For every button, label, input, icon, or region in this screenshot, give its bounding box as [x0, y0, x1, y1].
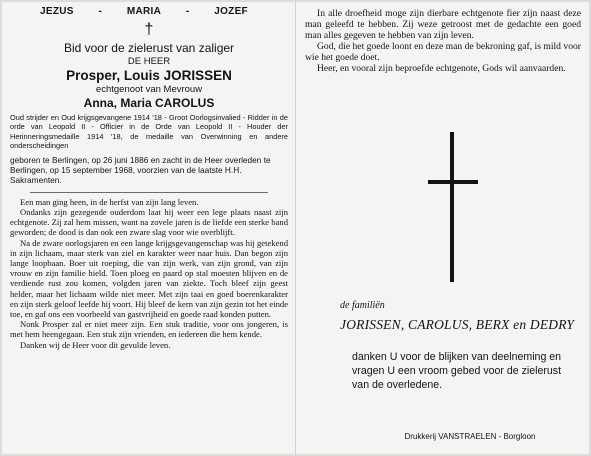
honors-text: Oud strijder en Oud krijgsgevangene 1914 '18 - Groot Oorlogsinvalied - Ridder in de orde van Leopold II - Officier in de Orde van Leopold II - Houder der Herinneringsmedaille 1914 '18, de medaille van Overwinning en andere onderscheidingen — [10, 113, 288, 151]
large-cross-icon — [428, 132, 478, 282]
right-panel — [305, 8, 581, 74]
header-jezus: JEZUS — [40, 6, 74, 17]
header-jozef: JOZEF — [214, 6, 248, 17]
memorial-text — [10, 197, 288, 350]
spouse-name: Anna, Maria CAROLUS — [83, 96, 215, 110]
right-memorial-text — [305, 8, 581, 74]
cross-vertical-beam — [450, 132, 454, 282]
prayer-request: Bid voor de zielerust van zaliger — [63, 41, 235, 55]
small-cross-icon: † — [144, 21, 154, 38]
families-intro: de familiën — [340, 300, 385, 311]
divider — [30, 192, 268, 193]
left-panel — [10, 6, 288, 350]
deceased-name: Prosper, Louis JORISSEN — [66, 68, 232, 83]
header-dash-1: - — [98, 6, 103, 17]
families-block — [340, 300, 580, 333]
right-paragraph: God, die het goede loont en deze man de bekroning gaf, is mild voor wie het goede doet. — [305, 41, 581, 63]
header-jezus-maria-jozef — [40, 6, 248, 17]
title-de-heer: DE HEER — [127, 56, 171, 67]
card-fold-line — [295, 2, 296, 454]
header-maria: MARIA — [126, 6, 162, 17]
right-paragraph: Heer, en vooral zijn beproefde echtgenote, Gods wil aanvaarden. — [317, 63, 566, 74]
cross-horizontal-beam — [428, 180, 478, 184]
spouse-intro: echtgenoot van Mevrouw — [95, 84, 203, 95]
header-dash-2: - — [185, 6, 190, 17]
memorial-paragraph: Na de zware oorlogsjaren en een lange krijgsgevangenschap was hij getekend in zijn lichaam, maar sterk van ziel en karakter weer naar huis. Dan begon zijn lange loopbaan. Boer uit roeping, die van zijn werk, van zijn grond, van zijn vrouw en zijn familie hield. Toen ploeg en paard op stal moesten blijven en de verdiende rust zou komen, volgden jaren van ziekte. Toch bleef zijn geest helder, maar het lichaam wilde niet meer. Met zijn taai en goed boerenkarakter en zijn sterk geloof leefde hij voort. Hij bleef de kern van zijn gezin tot het einde toe, en gaf ons een voorbeeld van gastvrijheid en goede raad konden putten. — [10, 237, 289, 320]
memorial-paragraph: Nonk Prosper zal er niet meer zijn. Een stuk traditie, voor ons jongeren, is met hem heengegaan. Een stuk zijn vrienden, en iedereen die hem kende. — [10, 319, 288, 340]
memorial-paragraph: Ondanks zijn gezegende ouderdom laat hij weer een lege plaats naast zijn echtgenote. Zij zal hem missen, want na zovele jaren is de liefde een sterke band geworden; de dood is dan ook een zware slag voor wie overblijft. — [10, 207, 288, 238]
right-paragraph: In alle droefheid moge zijn dierbare echtgenote fier zijn naast deze man geleefd te hebben. Zij weze getroost met de gedachte een goed man alles gegeven te hebben van zijn leven. — [305, 8, 581, 41]
printer-credit: Drukkerij VANSTRAELEN - Borgloon — [404, 432, 536, 441]
families-names: JORISSEN, CAROLUS, BERX en DEDRY — [340, 317, 575, 332]
memorial-paragraph: Danken wij de Heer voor dit gevulde leven. — [20, 339, 171, 350]
memorial-paragraph: Een man ging heen, in de herfst van zijn lang leven. — [20, 196, 199, 207]
birth-death-text: geboren te Berlingen, op 26 juni 1886 en zacht in de Heer overleden te Berlingen, op 15 september 1968, voorzien van de laatste H.H. Sakramenten. — [10, 154, 271, 186]
thanks-text: danken U voor de blijken van deelneming en vragen U een vroom gebed voor de zielerust van de overledene. — [352, 351, 562, 391]
